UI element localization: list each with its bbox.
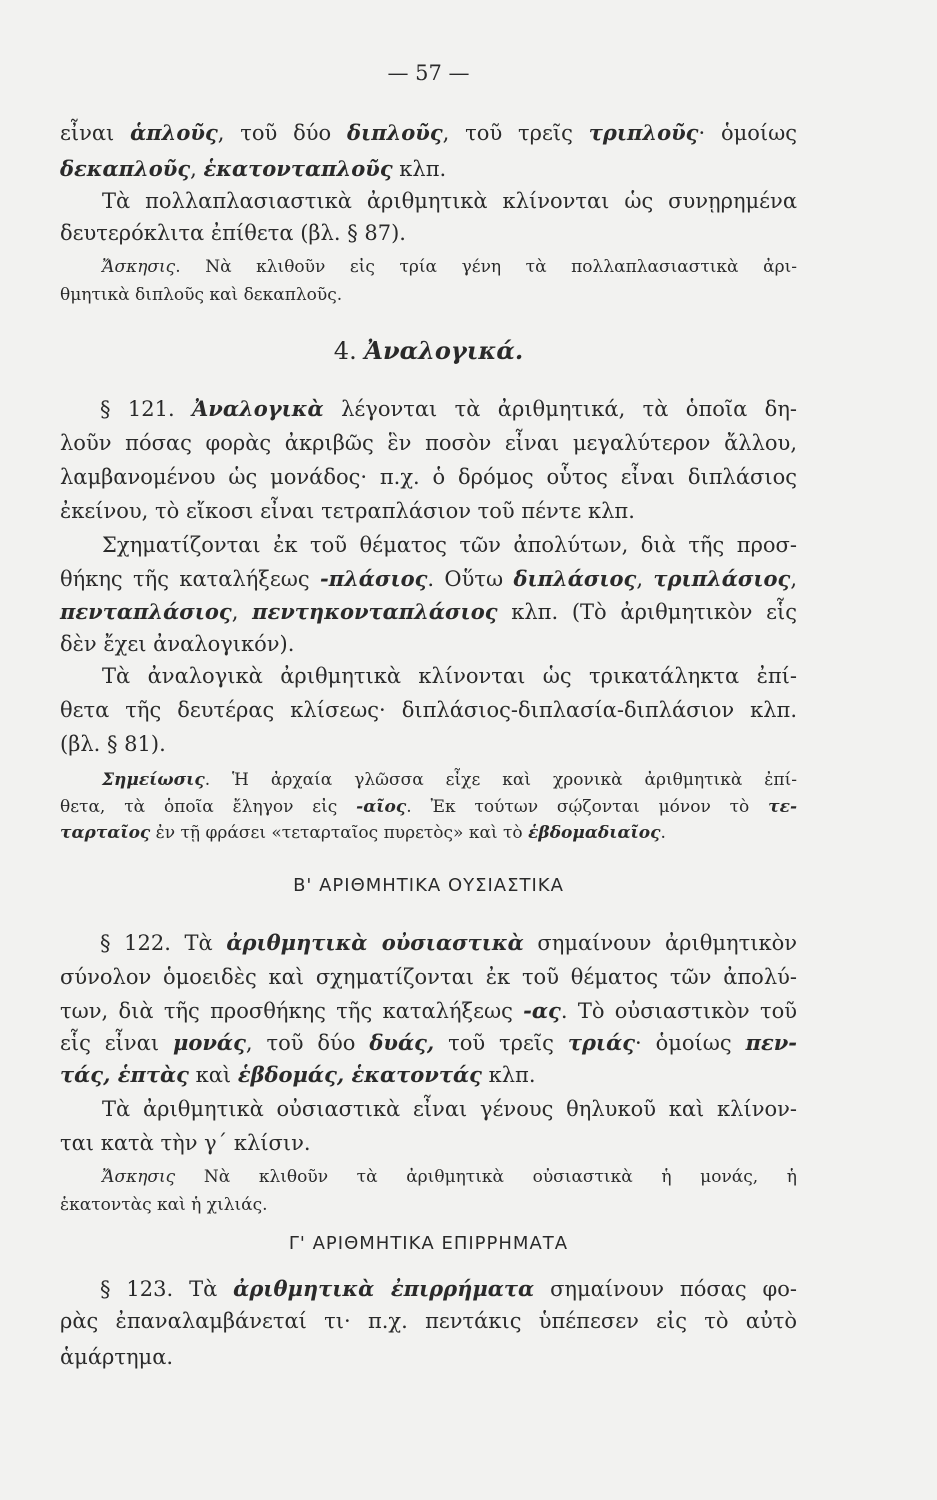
- text-line: δευτερόκλιτα ἐπίθετα (βλ. § 87).: [60, 221, 406, 245]
- text-line: Τὰ ἀριθμητικὰ οὐσιαστικὰ εἶναι γένους θηλυκοῦ καὶ κλίνον-: [102, 1097, 797, 1121]
- text-line: εἶναι ἁπλοῦς, τοῦ δύο διπλοῦς, τοῦ τρεῖς τριπλοῦς· ὁμοίως: [60, 120, 797, 145]
- exercise-line: θμητικὰ διπλοῦς καὶ δεκαπλοῦς.: [60, 285, 343, 305]
- text-line: λοῦν πόσας φορὰς ἀκριβῶς ἓν ποσὸν εἶναι μεγαλύτερον ἄλλου,: [60, 431, 797, 455]
- text-line: ἐκείνου, τὸ εἴκοσι εἶναι τετραπλάσιον τοῦ πέντε κλπ.: [60, 499, 635, 523]
- text-line: των, διὰ τῆς προσθήκης τῆς καταλήξεως -ας. Τὸ οὐσιαστικὸν τοῦ: [60, 998, 798, 1023]
- text-line: Σχηματίζονται ἐκ τοῦ θέματος τῶν ἀπολύτων, διὰ τῆς προσ-: [102, 533, 797, 557]
- text-line: εἷς εἶναι μονάς, τοῦ δύο δυάς, τοῦ τρεῖς τριάς· ὁμοίως πεν-: [60, 1030, 798, 1055]
- text-line: (βλ. § 81).: [60, 732, 166, 756]
- text-line: θήκης τῆς καταλήξεως -πλάσιος. Οὕτω διπλάσιος, τριπλάσιος,: [60, 566, 797, 591]
- text-line: λαμβανομένου ὡς μονάδος· π.χ. ὁ δρόμος οὗτος εἶναι διπλάσιος: [60, 465, 797, 489]
- text-line: Τὰ πολλαπλασιαστικὰ ἀριθμητικὰ κλίνονται ὡς συνῃρημένα: [102, 189, 797, 213]
- text-line: πενταπλάσιος, πεντηκονταπλάσιος κλπ. (Τὸ ἀριθμητικὸν εἷς: [60, 599, 797, 624]
- text-line: θετα τῆς δευτέρας κλίσεως· διπλάσιος-διπλασία-διπλάσιον κλπ.: [60, 698, 797, 722]
- text-line: Τὰ ἀναλογικὰ ἀριθμητικὰ κλίνονται ὡς τρικατάληκτα ἐπί-: [102, 664, 797, 688]
- note-line: θετα, τὰ ὁποῖα ἔληγον εἰς -αῖος. Ἐκ τούτων σῴζονται μόνον τὸ τε-: [60, 797, 798, 817]
- text-line: ρὰς ἐπαναλαμβάνεταί τι· π.χ. πεντάκις ὑπέπεσεν εἰς τὸ αὐτὸ: [60, 1309, 797, 1333]
- section-heading: Β' ΑΡΙΘΜΗΤΙΚΑ ΟΥΣΙΑΣΤΙΚΑ: [293, 875, 564, 896]
- text-line: § 121. Ἀναλογικὰ λέγονται τὰ ἀριθμητικά, τὰ ὁποῖα δη-: [100, 396, 798, 421]
- exercise-line: ἑκατοντὰς καὶ ἡ χιλιάς.: [60, 1195, 268, 1215]
- text-line: τάς, ἑπτὰς καὶ ἑβδομάς, ἑκατοντάς κλπ.: [60, 1062, 536, 1087]
- page-number: — 57 —: [387, 61, 470, 85]
- text-line: δεκαπλοῦς, ἑκατονταπλοῦς κλπ.: [60, 156, 447, 181]
- text-line: ἁμάρτημα.: [60, 1345, 174, 1369]
- text-line: § 123. Τὰ ἀριθμητικὰ ἐπιρρήματα σημαίνουν πόσας φο-: [100, 1276, 797, 1301]
- text-line: δὲν ἔχει ἀναλογικόν).: [60, 632, 295, 656]
- text-line: ται κατὰ τὴν γ΄ κλίσιν.: [60, 1131, 311, 1155]
- note-line: ταρταῖος ἐν τῇ φράσει «τεταρταῖος πυρετὸς» καὶ τὸ ἑβδομαδιαῖος.: [60, 823, 666, 843]
- exercise-line: Ἄσκησις. Νὰ κλιθοῦν εἰς τρία γένη τὰ πολλαπλασιαστικὰ ἀρι-: [102, 257, 797, 277]
- section-heading: 4. Ἀναλογικά.: [333, 336, 524, 365]
- text-line: σύνολον ὁμοειδὲς καὶ σχηματίζονται ἐκ τοῦ θέματος τῶν ἀπολύ-: [60, 965, 797, 989]
- exercise-line: Ἄσκησις Νὰ κλιθοῦν τὰ ἀριθμητικὰ οὐσιαστικὰ ἡ μονάς, ἡ: [102, 1167, 797, 1187]
- section-heading: Γ' ΑΡΙΘΜΗΤΙΚΑ ΕΠΙΡΡΗΜΑΤΑ: [288, 1233, 569, 1254]
- note-line: Σημείωσις. Ἡ ἀρχαία γλῶσσα εἶχε καὶ χρονικὰ ἀριθμητικὰ ἐπί-: [102, 770, 797, 790]
- text-line: § 122. Τὰ ἀριθμητικὰ οὐσιαστικὰ σημαίνουν ἀριθμητικὸν: [100, 930, 797, 955]
